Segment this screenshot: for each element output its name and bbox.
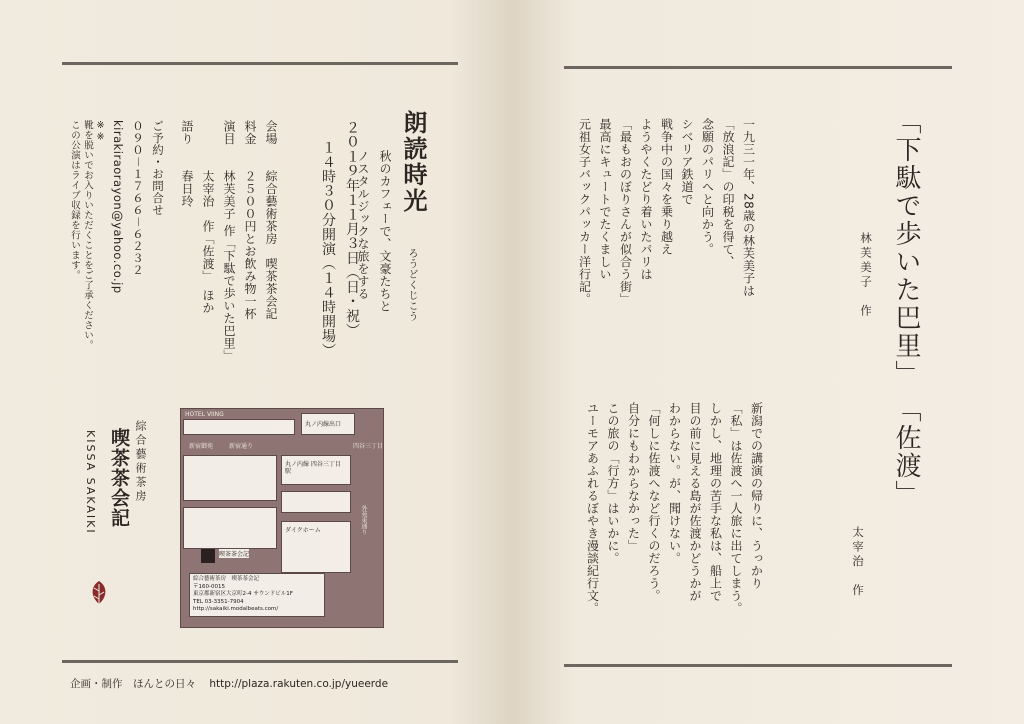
text-line: ユーモアあふれるぼやき漫談紀行文。 [585, 402, 600, 615]
event-date: ２０１９年１１月３日（日・祝） [344, 120, 360, 338]
text-line: 目の前に見える島が佐渡かどうかが [688, 402, 702, 602]
text-line: 「何しに佐渡へなど行くのだろう。 [647, 402, 661, 602]
story-author-1: 林芙美子 作 [859, 232, 873, 319]
text-line: 自分にもわからなかった」 [626, 402, 641, 552]
logo-subtitle: 綜合藝術茶房 [134, 420, 147, 504]
text-line: この旅の「行方」はいかに。 [606, 402, 620, 565]
story-title-2: 「佐渡」 [891, 396, 921, 508]
date-time [316, 120, 364, 358]
phone-number: ０９０－１７６６－６２３２ [131, 120, 145, 276]
text-line: 元祖女子バックパッカー洋行記。 [577, 118, 592, 306]
footer-credit: 企画・制作 ほんとの日々 [70, 678, 196, 690]
notes [68, 120, 107, 350]
story-title-1: 「下駄で歩いた巴里」 [891, 108, 921, 388]
email-address[interactable]: kirakiraorayon@yahoo.co.jp [111, 120, 125, 294]
text-line: わからない。が、聞けない。 [667, 402, 682, 565]
story-text-1 [574, 118, 759, 348]
text-line: 新潟での講演の帰りに、うっかり [749, 402, 764, 590]
fee-line: 料金 ２５００円とお飲み物一杯 [243, 120, 257, 320]
event-title: 朗読時光 [399, 110, 428, 214]
text-line: 戦争中の国々を乗り越え [659, 118, 674, 256]
reader-line: 語り 春日玲 [180, 120, 194, 208]
map-block [183, 419, 295, 435]
map-cafe-marker [201, 549, 215, 563]
event-time: １４時３０分開演（１４時開場） [320, 140, 336, 358]
text-line: 「私」は佐渡へ一人旅に出てしまう。 [729, 402, 743, 615]
map-gyoen-label: 新宿御苑 [189, 443, 214, 450]
text-line: 一九三一年、28歳の林芙美子は [741, 118, 756, 297]
leaf-icon [88, 580, 110, 606]
text-line: ようやくたどり着いたパリは [639, 118, 653, 281]
bottom-rule [62, 660, 458, 663]
map-exit-label: 丸ノ内線出口 [305, 421, 342, 428]
map-cafe-label: 喫茶茶会記 [219, 551, 250, 558]
program-line: 太宰治 作「佐渡」 ほか [201, 120, 215, 314]
top-rule [564, 66, 952, 69]
map-street-label: 新宿通り [229, 443, 254, 450]
map-info-line: 東京都新宿区大京町2-4 サウンドビル1F [193, 591, 293, 597]
note-line: この公演はライブ収録を行います。 [69, 120, 80, 280]
logo-roman: KISSA SAKAIKI [84, 430, 97, 535]
story-text-2 [582, 402, 767, 642]
program-line: 演目 林芙美子 作「下駄で歩いた巴里」 [222, 120, 236, 362]
intro-line: 秋のカフェーで、文豪たちと [378, 150, 392, 313]
text-line: 「放浪記」の印税を得て、 [721, 118, 735, 268]
footer-url[interactable]: http://plaza.rakuten.co.jp/yueerde [209, 678, 389, 690]
map-hotel-label: HOTEL VIING [185, 411, 224, 418]
event-title-reading: ろうどくじこう [406, 248, 417, 322]
map-avenue-label: 外苑東通り [360, 505, 367, 535]
map-block [183, 455, 277, 501]
text-line: シベリア鉄道で [680, 118, 694, 206]
note-mark: ※※ [95, 120, 106, 143]
map-info-line: TEL 03-3351-7904 [193, 598, 244, 605]
venue-line: 会場 綜合藝術茶房 喫茶茶会記 [264, 120, 278, 320]
text-line: 念願のパリへと向かう。 [700, 118, 715, 256]
right-page [512, 0, 1024, 724]
text-line: 「最もおのぼりさんが似合う街」 [618, 118, 633, 306]
logo-name: 喫茶茶会記 [108, 428, 130, 528]
map-daiichi-label: ダイクホーム [285, 527, 321, 534]
event-details [176, 120, 281, 362]
map-subway-label: 丸ノ内線 四谷三丁目駅 [285, 461, 341, 475]
map-info-line: 綜合藝術茶房 喫茶茶会記 [193, 576, 260, 582]
reservation-label: ご予約・お問合せ [151, 120, 165, 216]
intro-line: ノスタルジックな旅をする [356, 150, 370, 300]
access-map [180, 408, 384, 628]
map-info-line[interactable]: http://sakaiki.modalbeats.com/ [193, 606, 279, 612]
map-station-label: 四谷三丁目 [353, 443, 384, 450]
map-block [281, 491, 351, 513]
map-block [183, 507, 277, 549]
map-info-box [189, 573, 325, 617]
map-info-line: 〒160-0015 [193, 583, 225, 590]
text-line: 最高にキュートでたくましい [598, 118, 612, 281]
bottom-rule [564, 664, 952, 667]
story-author-2: 太宰治 作 [851, 526, 865, 599]
text-line: しかし、地理の苦手な私は、船上で [708, 402, 723, 602]
contact [108, 120, 168, 294]
top-rule [62, 62, 458, 65]
footer [70, 676, 388, 691]
note-line: 靴を脱いでお入りいただくことをご了承ください。 [82, 120, 93, 350]
